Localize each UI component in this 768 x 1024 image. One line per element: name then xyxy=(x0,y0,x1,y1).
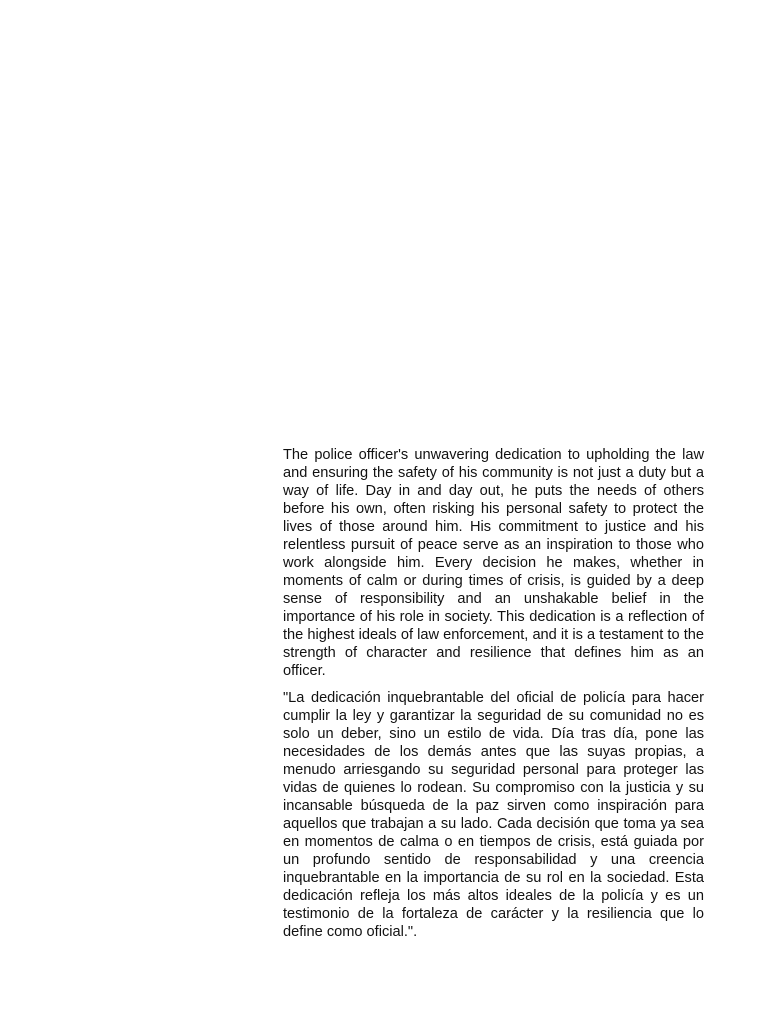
body-text xyxy=(283,446,704,941)
english-paragraph: The police officer's unwavering dedication to upholding the law and ensuring the safety of his community is not just a duty but a way of life. Day in and day out, he puts the needs of others before his own, often risking his personal safety to protect the lives of those around him. His commitment to justice and his relentless pursuit of peace serve as an inspiration to those who work alongside him. Every decision he makes, whether in moments of calm or during times of crisis, is guided by a deep sense of responsibility and an unshakable belief in the importance of his role in society. This dedication is a reflection of the highest ideals of law enforcement, and it is a testament to the strength of character and resilience that defines him as an officer. xyxy=(283,447,704,679)
spanish-paragraph: "La dedicación inquebrantable del oficial de policía para hacer cumplir la ley y garantizar la seguridad de su comunidad no es solo un deber, sino un estilo de vida. Día tras día, pone las necesidades de los demás antes que las suyas propias, a menudo arriesgando su seguridad personal para proteger las vidas de quienes lo rodean. Su compromiso con la justicia y su incansable búsqueda de la paz sirven como inspiración para aquellos que trabajan a su lado. Cada decisión que toma ya sea en momentos de calma o en tiempos de crisis, está guiada por un profundo sentido de responsabilidad y una creencia inquebrantable en la importancia de su rol en la sociedad. Esta dedicación refleja los más altos ideales de la policía y es un testimonio de la fortaleza de carácter y la resiliencia que lo define como oficial.". xyxy=(283,690,704,940)
